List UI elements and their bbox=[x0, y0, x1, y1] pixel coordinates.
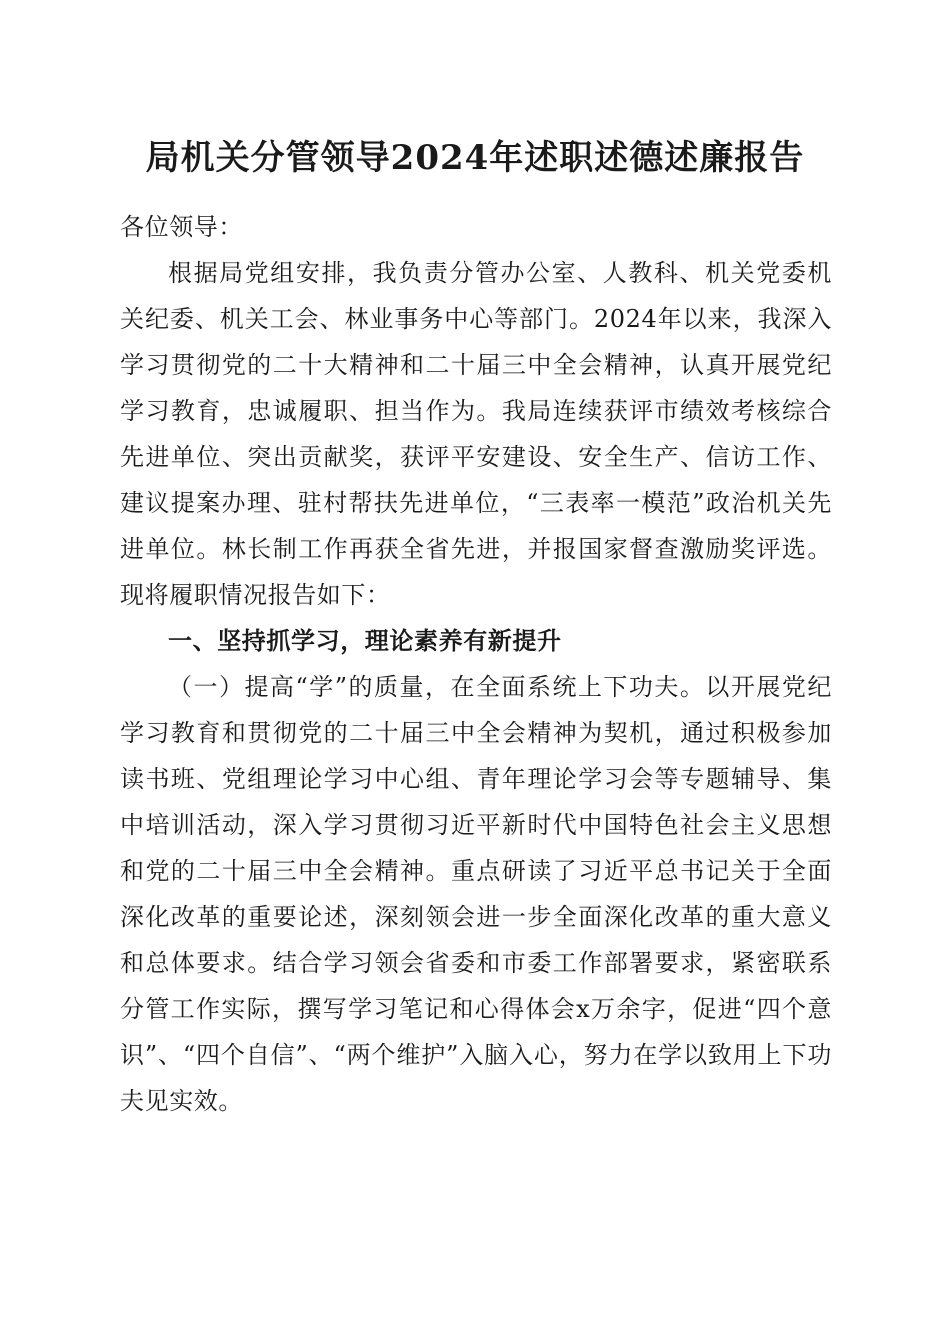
salutation: 各位领导： bbox=[120, 213, 243, 241]
document-title: 局机关分管领导2024年述职述德述廉报告 bbox=[145, 138, 805, 178]
subsection-paragraph-1 bbox=[120, 664, 832, 1124]
intro-paragraph: 根据局党组安排，我负责分管办公室、人教科、机关党委机关纪委、机关工会、林业事务中心等部门。2024年以来，我深入学习贯彻党的二十大精神和二十届三中全会精神，认真开展党纪学习教育，忠诚履职、担当作为。我局连续获评市绩效考核综合先进单位、突出贡献奖，获评平安建设、安全生产、信访工作、建议提案办理、驻村帮扶先进单位，“三表率一模范”政治机关先进单位。林长制工作再获全省先进，并报国家督查激励奖评选。现将履职情况报告如下： bbox=[120, 259, 832, 609]
section-heading-1: 一、坚持抓学习，理论素养有新提升 bbox=[168, 627, 562, 655]
subsection-body-1: 以开展党纪学习教育和贯彻党的二十届三中全会精神为契机，通过积极参加读书班、党组理论学习中心组、青年理论学习会等专题辅导、集中培训活动，深入学习贯彻习近平新时代中国特色社会主义思想和党的二十届三中全会精神。重点研读了习近平总书记关于全面深化改革的重要论述，深刻领会进一步全面深化改革的重大意义和总体要求。结合学习领会省委和市委工作部署要求，紧密联系分管工作实际，撰写学习笔记和心得体会x万余字，促进“四个意识”、“四个自信”、“两个维护”入脑入心，努力在学以致用上下功夫见实效。 bbox=[120, 673, 832, 1115]
document-body bbox=[120, 204, 832, 1124]
subsection-heading-1: （一）提高“学”的质量，在全面系统上下功夫。 bbox=[168, 673, 706, 701]
